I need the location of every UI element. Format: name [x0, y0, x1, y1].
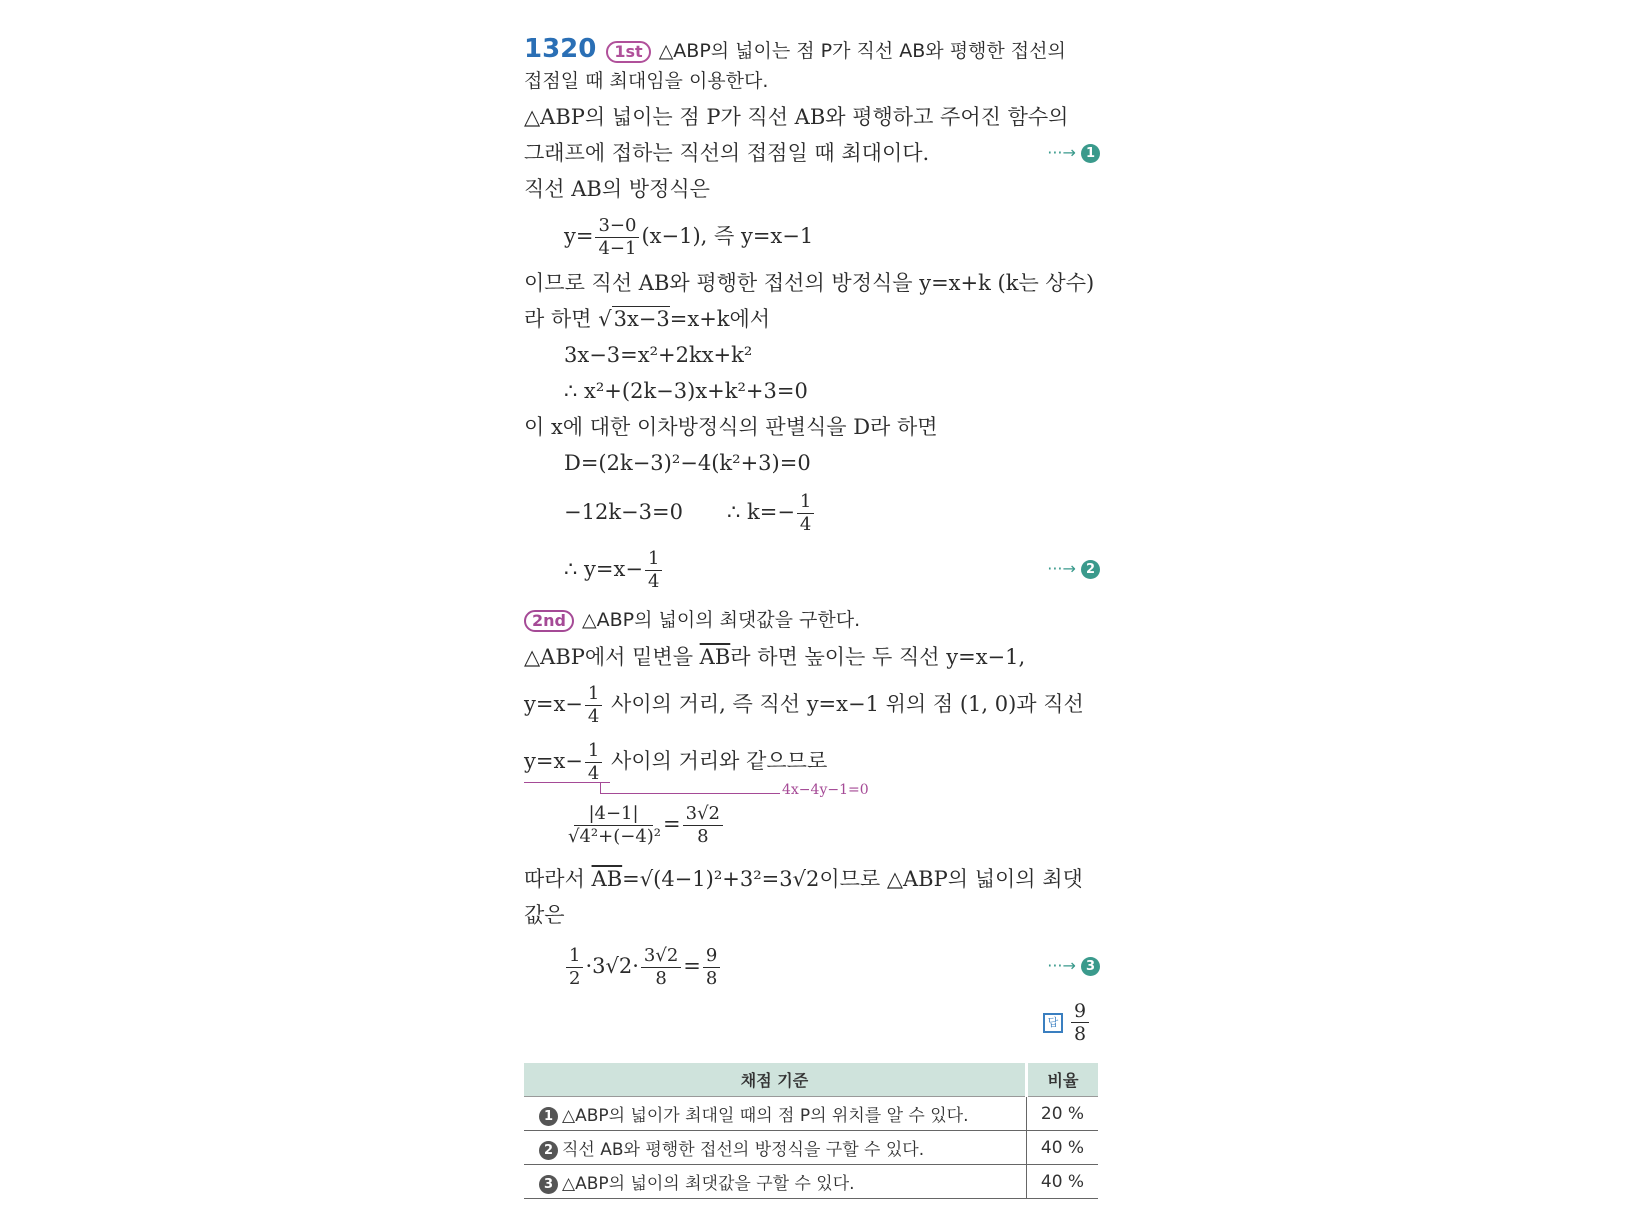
- eq1-denominator: 4−1: [598, 238, 637, 259]
- grading-table: [524, 1063, 1098, 1199]
- step2-tag: 2nd: [524, 610, 574, 632]
- marker-1: [1047, 138, 1100, 168]
- criteria-cell: [524, 1097, 1027, 1131]
- eq8-b-denominator: 8: [655, 968, 667, 989]
- answer-icon: 답: [1043, 1013, 1063, 1033]
- table-row: [524, 1131, 1098, 1165]
- body-line-10: [524, 864, 1083, 894]
- arrow-dots: ···→: [1047, 956, 1076, 975]
- eq8-mid: ·3√2·: [585, 954, 639, 978]
- answer-denominator: 8: [1074, 1023, 1087, 1045]
- eq7-fraction: [566, 803, 661, 848]
- l8-pre: y=x−: [524, 692, 583, 716]
- eq1-numerator: 3−0: [595, 215, 639, 238]
- eq7-equals: =: [663, 812, 681, 836]
- l9-numerator: 1: [585, 740, 602, 763]
- eq1-post: (x−1), 즉 y=x−1: [641, 224, 814, 248]
- l8-post: 사이의 거리, 즉 직선 y=x−1 위의 점 (1, 0)과 직선: [604, 692, 1084, 716]
- eq7-result-numerator: 3√2: [683, 803, 723, 826]
- eq8-c-numerator: 9: [703, 945, 720, 968]
- body-line-1: △ABP의 넓이는 점 P가 직선 AB와 평행하고 주어진 함수의: [524, 105, 1069, 129]
- equation-1: [564, 210, 813, 262]
- annotation-general-form: 4x−4y−1=0: [782, 782, 869, 798]
- l10-segment-ab: $\overline{AB}$: [591, 867, 623, 891]
- table-row: [524, 1097, 1098, 1131]
- equation-8-row: [524, 940, 1100, 992]
- l9-fraction: [585, 740, 602, 785]
- criteria-cell: [524, 1165, 1027, 1199]
- eq5-fraction: [797, 491, 814, 536]
- criteria-cell: [524, 1131, 1027, 1165]
- grading-header-row: [524, 1063, 1098, 1097]
- step2-title: △ABP의 넓이의 최댓값을 구한다.: [581, 609, 861, 631]
- eq5-b: ∴ k=−: [726, 500, 795, 524]
- circled-number-3-icon: 3: [539, 1175, 558, 1194]
- body-line-4: 이므로 직선 AB와 평행한 접선의 방정식을 y=x+k (k는 상수): [524, 271, 1095, 295]
- body-line-2-row: [524, 138, 1100, 168]
- l5-pre: 라 하면 √: [524, 307, 612, 331]
- annotation-underline: [524, 782, 610, 783]
- criteria-text: △ABP의 넓이가 최대일 때의 점 P의 위치를 알 수 있다.: [562, 1106, 969, 1126]
- eq8-a-denominator: 2: [569, 968, 581, 989]
- circled-number-3-icon: 3: [1081, 957, 1100, 976]
- step1-tag: 1st: [606, 41, 650, 63]
- answer: [1043, 1000, 1091, 1045]
- body-line-2: 그래프에 접하는 직선의 접점일 때 최대이다.: [524, 141, 930, 165]
- equation-3: ∴ x²+(2k−3)x+k²+3=0: [564, 379, 808, 403]
- body-line-9: [524, 735, 827, 787]
- body-line-5: [524, 304, 770, 334]
- l9-post: 사이의 거리와 같으므로: [604, 749, 828, 773]
- criteria-text: 직선 AB와 평행한 접선의 방정식을 구할 수 있다.: [562, 1140, 925, 1160]
- step1-title-b: 접점일 때 최대임을 이용한다.: [524, 70, 769, 92]
- eq5-a: −12k−3=0: [564, 500, 683, 524]
- body-line-7: [524, 642, 1025, 672]
- l5-post: =x+k에서: [669, 307, 771, 331]
- step1-heading: [524, 34, 1066, 66]
- eq6-pre: ∴ y=x−: [564, 557, 643, 581]
- eq7-result-denominator: 8: [697, 826, 709, 847]
- ratio-cell: 20 %: [1027, 1097, 1099, 1131]
- equation-7: [564, 796, 725, 852]
- circled-number-1-icon: 1: [1081, 144, 1100, 163]
- eq6-fraction: [645, 548, 662, 593]
- step2-heading: [524, 605, 860, 635]
- criteria-text: △ABP의 넓이의 최댓값을 구할 수 있다.: [562, 1174, 855, 1194]
- eq7-denominator: √4²+(−4)²: [568, 826, 662, 847]
- eq8-c-denominator: 8: [705, 968, 718, 989]
- answer-numerator: 9: [1071, 1000, 1089, 1023]
- header-criteria: 채점 기준: [524, 1063, 1027, 1097]
- body-line-8: [524, 678, 1084, 730]
- equation-4: D=(2k−3)²−4(k²+3)=0: [564, 451, 811, 475]
- body-line-6: 이 x에 대한 이차방정식의 판별식을 D라 하면: [524, 415, 938, 439]
- problem-number: 1320: [524, 34, 597, 64]
- marker-2: [1047, 543, 1100, 595]
- circled-number-2-icon: 2: [1081, 560, 1100, 579]
- eq5-numerator: 1: [797, 491, 814, 514]
- eq6-denominator: 4: [647, 571, 660, 592]
- l9-pre: y=x−: [524, 749, 583, 773]
- table-row: [524, 1165, 1098, 1199]
- header-ratio: 비율: [1027, 1063, 1099, 1097]
- eq8-b-numerator: 3√2: [641, 945, 681, 968]
- equation-5: [564, 486, 816, 538]
- ratio-cell: 40 %: [1027, 1165, 1099, 1199]
- eq5-denominator: 4: [799, 514, 812, 535]
- arrow-dots: ···→: [1047, 559, 1076, 578]
- circled-number-1-icon: 1: [539, 1107, 558, 1126]
- l8-numerator: 1: [585, 683, 602, 706]
- eq8-frac-c: [703, 945, 720, 990]
- body-line-3: 직선 AB의 방정식은: [524, 177, 710, 201]
- circled-number-2-icon: 2: [539, 1141, 558, 1160]
- l7-segment-ab: $\overline{AB}$: [699, 645, 731, 669]
- eq8-frac-b: [641, 945, 681, 990]
- l9-denominator: 4: [587, 763, 600, 784]
- l7-a: △ABP에서 밑변을: [524, 645, 700, 669]
- eq7-numerator: |4−1|: [574, 803, 652, 826]
- l10-a: 따라서: [524, 867, 592, 891]
- eq1-pre: y=: [564, 224, 594, 248]
- annotation-leader: [600, 793, 780, 794]
- l8-denominator: 4: [587, 706, 600, 727]
- eq7-result: [683, 803, 723, 848]
- l10-b: =√(4−1)²+3²=3√2이므로 △ABP의 넓이의 최댓: [622, 867, 1083, 891]
- marker-3: [1047, 940, 1100, 992]
- answer-fraction: [1071, 1000, 1089, 1045]
- ratio-cell: 40 %: [1027, 1131, 1099, 1165]
- body-line-11: 값은: [524, 903, 565, 927]
- l7-b: 라 하면 높이는 두 직선 y=x−1,: [730, 645, 1026, 669]
- equation-2: 3x−3=x²+2kx+k²: [564, 343, 753, 367]
- l8-fraction: [585, 683, 602, 728]
- step1-title-a: △ABP의 넓이는 점 P가 직선 AB와 평행한 접선의: [658, 40, 1066, 62]
- eq8-frac-a: [566, 945, 583, 990]
- equation-6-row: [524, 543, 1100, 595]
- eq8-equals: =: [683, 954, 701, 978]
- eq6-numerator: 1: [645, 548, 662, 571]
- eq8-a-numerator: 1: [566, 945, 583, 968]
- l5-sqrt: 3x−3: [613, 307, 670, 331]
- eq1-fraction: [595, 215, 639, 260]
- arrow-dots: ···→: [1047, 143, 1076, 162]
